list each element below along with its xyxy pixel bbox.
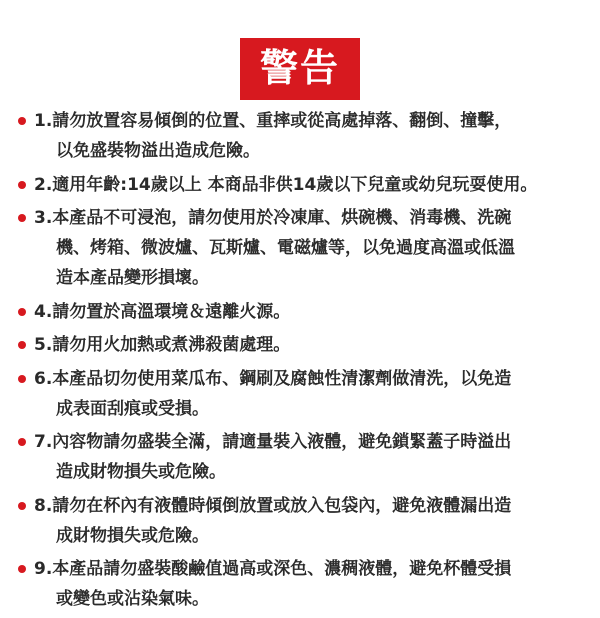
warning-item: [18, 203, 588, 293]
warning-item: [18, 170, 588, 200]
warning-line: 3.本產品不可浸泡，請勿使用於冷凍庫、烘碗機、消毒機、洗碗: [34, 208, 512, 228]
warning-line: 5.請勿用火加熱或煮沸殺菌處理。: [34, 335, 291, 355]
bullet-dot-icon: [18, 502, 26, 510]
warning-line: 1.請勿放置容易傾倒的位置、重摔或從高處掉落、翻倒、撞擊，: [34, 111, 512, 131]
warning-title: 警告: [240, 38, 360, 100]
bullet-dot-icon: [18, 117, 26, 125]
bullet-dot-icon: [18, 181, 26, 189]
title-area: [0, 38, 600, 100]
warning-line: 8.請勿在杯內有液體時傾倒放置或放入包袋內，避免液體漏出造: [34, 495, 512, 516]
bullet-dot-icon: [18, 341, 26, 349]
warning-line: 以免盛裝物溢出造成危險。: [56, 141, 260, 161]
warning-item: [18, 491, 588, 551]
warning-line: 造成財物損失或危險。: [56, 462, 226, 482]
bullet-dot-icon: [18, 214, 26, 222]
warning-item: [18, 427, 588, 487]
warning-line: 4.請勿置於高溫環境＆遠離火源。: [34, 301, 291, 322]
warning-item: [18, 330, 588, 360]
bullet-dot-icon: [18, 308, 26, 316]
warning-line: 造本產品變形損壞。: [56, 268, 209, 288]
warning-line: 7.內容物請勿盛裝全滿，請適量裝入液體，避免鎖緊蓋子時溢出: [34, 432, 512, 452]
warning-line: 9.本產品請勿盛裝酸鹼值過高或深色、濃稠液體，避免杯體受損: [34, 559, 512, 579]
warning-item: [18, 297, 588, 327]
warning-list: [18, 106, 588, 618]
warning-item: [18, 364, 588, 424]
bullet-dot-icon: [18, 438, 26, 446]
warning-line: 機、烤箱、微波爐、瓦斯爐、電磁爐等，以免過度高溫或低溫: [56, 238, 515, 258]
bullet-dot-icon: [18, 375, 26, 383]
warning-line: 成財物損失或危險。: [56, 525, 209, 546]
bullet-dot-icon: [18, 565, 26, 573]
warning-line: 2.適用年齡:14歲以上 本商品非供14歲以下兒童或幼兒玩耍使用。: [34, 174, 538, 195]
warning-line: 或變色或沾染氣味。: [56, 589, 209, 609]
warning-line: 成表面刮痕或受損。: [56, 398, 209, 419]
warning-item: [18, 106, 588, 166]
warning-line: 6.本產品切勿使用菜瓜布、鋼刷及腐蝕性清潔劑做清洗，以免造: [34, 368, 512, 389]
warning-item: [18, 554, 588, 614]
